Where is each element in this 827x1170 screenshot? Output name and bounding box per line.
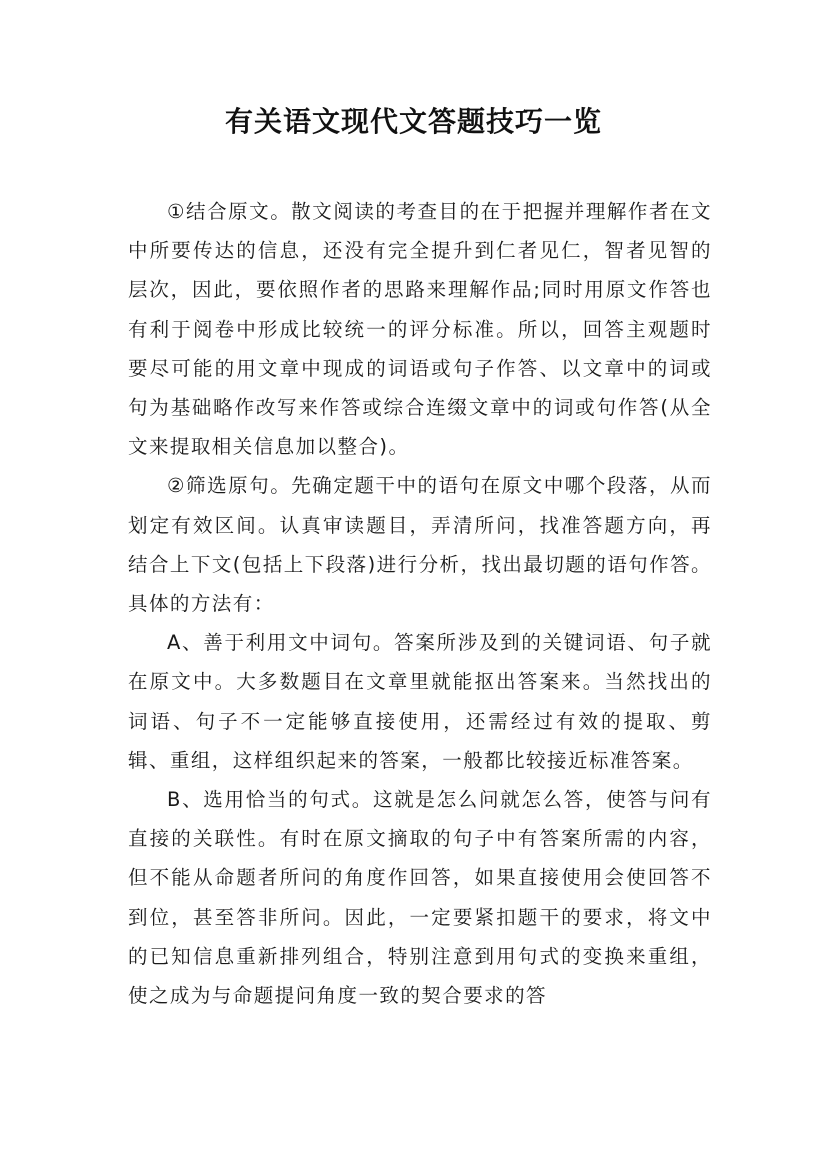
document-title: 有关语文现代文答题技巧一览 (224, 105, 602, 138)
paragraph-4: B、选用恰当的句式。这就是怎么问就怎么答，使答与问有直接的关联性。有时在原文摘取的句子中有答案所需的内容，但不能从命题者所问的角度作回答，如果直接使用会使回答不到位，甚至答非所问。因此，一定要紧扣题干的要求，将文中的已知信息重新排列组合，特别注意到用句式的变换来重组，使之成为与命题提问角度一致的契合要求的答 (128, 788, 712, 1008)
paragraph-1: ①结合原文。散文阅读的考查目的在于把握并理解作者在文中所要传达的信息，还没有完全提升到仁者见仁，智者见智的层次，因此，要依照作者的思路来理解作品;同时用原文作答也有利于阅卷中形成比较统一的评分标准。所以，回答主观题时要尽可能的用文章中现成的词语或句子作答、以文章中的词或句为基础略作改写来作答或综合连缀文章中的词或句作答(从全文来提取相关信息加以整合)。 (128, 200, 712, 459)
document-body (128, 192, 712, 1015)
paragraph-3: A、善于利用文中词句。答案所涉及到的关键词语、句子就在原文中。大多数题目在文章里就能抠出答案来。当然找出的词语、句子不一定能够直接使用，还需经过有效的提取、剪辑、重组，这样组织起来的答案，一般都比较接近标准答案。 (128, 631, 712, 772)
paragraph-2: ②筛选原句。先确定题干中的语句在原文中哪个段落，从而划定有效区间。认真审读题目，弄清所问，找准答题方向，再结合上下文(包括上下段落)进行分析，找出最切题的语句作答。具体的方法有： (128, 474, 712, 616)
